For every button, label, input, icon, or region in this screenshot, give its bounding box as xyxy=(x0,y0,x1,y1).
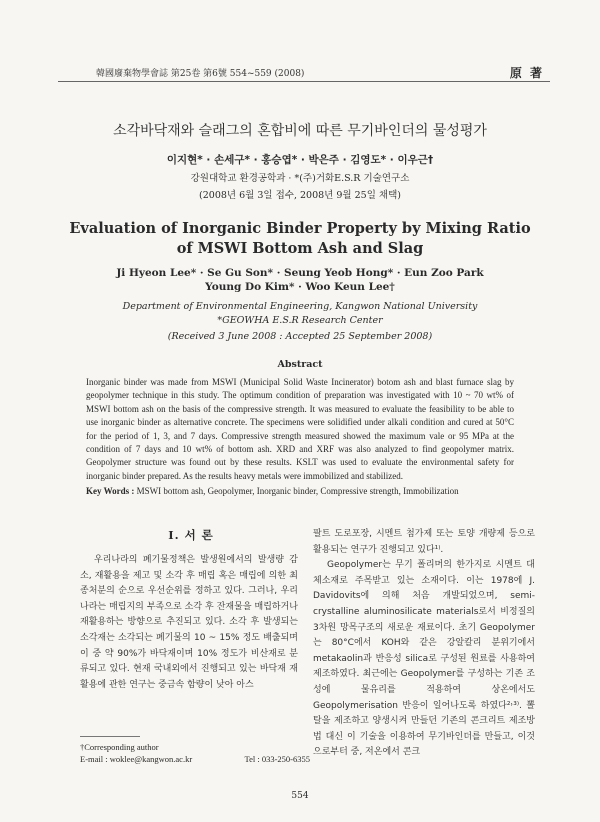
english-dates: (Received 3 June 2008 : Accepted 25 September 2008) xyxy=(167,331,433,342)
right-paragraph-0: 팔트 도로포장, 시멘트 첨가제 또는 토양 개량제 등으로 활용되는 연구가 진행되고 있다¹⁾. xyxy=(313,529,535,555)
english-authors xyxy=(0,266,600,294)
english-title xyxy=(0,219,600,259)
english-authors-line1: Ji Hyeon Lee* · Se Gu Son* · Seung Yeob Hong* · Eun Zoo Park xyxy=(116,267,484,279)
keywords-label: Key Words : xyxy=(86,486,135,496)
korean-dates: (2008년 6월 3일 접수, 2008년 9월 25일 채택) xyxy=(199,190,401,201)
english-affiliation-line1: Department of Environmental Engineering, Kangwon National University xyxy=(122,301,478,312)
right-paragraph-1: Geopolymer는 무기 폴리머의 한가지로 시멘트 대체소재로 주목받고 있는 소재이다. 이는 1978에 J. Davidovits에 의해 처음 개발되었으며, semi-crystalline aluminosilicate materials로서 비정질의 3차원 망목구조의 새로운 재료이다. 초기 Geopolymer는 80°C에서 KOH와 같은 강알칼리 분위기에서 metakaolin과 반응성 silica로 구성된 원료를 사용하여 제조하였다. 최근에는 Geopolymer를 구성하는 기존 조성에 물유리를 적용하여 상온에서도 Geopolymerisation 반응이 일어나도록 하였다²˒³⁾. 뽈탈을 제조하고 양생시켜 만들던 기존의 콘크리트 제조방법 대신 이 기술을 이용하여 무기바인더를 만들고, 이것으로부터 중, 저온에서 콘크 xyxy=(313,560,535,758)
english-affiliation xyxy=(0,300,600,328)
english-title-line1: Evaluation of Inorganic Binder Property by Mixing Ratio xyxy=(69,220,531,237)
abstract-heading: Abstract xyxy=(277,359,323,370)
footnote-rule xyxy=(80,736,140,737)
header-rule xyxy=(58,81,550,82)
page-number: 554 xyxy=(291,791,309,801)
footnote-contact-row xyxy=(80,753,310,765)
section-title-introduction: I. 서 론 xyxy=(168,528,214,542)
keywords-text: MSWI bottom ash, Geopolymer, Inorganic binder, Compressive strength, Immobilization xyxy=(136,486,459,496)
left-paragraph-1: 우리나라의 폐기물정책은 발생원에서의 발생량 감소, 재활용을 제고 및 소각 후 매립 혹은 매립에 의한 최종처분의 순으로 우선순위를 정하고 있다. 그러나, 우리나라는 매립지의 부족으로 소각 후 잔재물을 매립하거나 재활용하는 방향으로 추진되고 있다. 소각 후 발생되는 소각재는 소각되는 폐기물의 10 ~ 15% 정도 배출되며 이 중 약 90%가 바닥재이며 10% 정도가 비산재로 분류되고 있다. 현재 국내외에서 진행되고 있는 바닥재 재활용에 관한 연구는 중금속 함량이 낮아 아스 xyxy=(80,555,298,690)
english-affiliation-line2: *GEOWHA E.S.R Research Center xyxy=(217,315,383,326)
body-left-column xyxy=(80,553,298,693)
footnote-corresponding: †Corresponding author xyxy=(80,742,159,752)
english-authors-line2: Young Do Kim* · Woo Keun Lee† xyxy=(205,281,395,293)
korean-authors: 이지현* · 손세구* · 홍승엽* · 박은주 · 김영도* · 이우근† xyxy=(166,154,434,166)
korean-affiliation: 강원대학교 환경공학과 · *(주)거화E.S.R 기술연구소 xyxy=(190,173,410,184)
article-type-label: 原 著 xyxy=(509,66,544,80)
korean-title: 소각바닥재와 슬래그의 혼합비에 따른 무기바인더의 물성평가 xyxy=(113,123,487,139)
footnote-tel: Tel : 033-250-6355 xyxy=(244,754,310,764)
abstract-text: Inorganic binder was made from MSWI (Municipal Solid Waste Incinerator) botom ash and blast furnace slag by geopolymer technique in this study. The optimum condition of preparation was investigated with 10 ~ 70 wt% of MSWI bottom ash on the basis of the compressive strength. It was measured to evaluate the feasibility to be able to use inorganic binder as alternative concrete. The specimens were solidified under alkali condition and cured at 50°C for the period of 1, 3, and 7 days. Compressive strength measured showed the maximum vale or 95 MPa at the condition of 7 days and 10 wt% of bottom ash. XRD and XRF was also analyzed to find geopolymer matrix. Geopolymer structure was found out by these results. KSLT was used to evaluate the environmental safety for inorganic binder prepared. As the results heavy metals were immobilized and stabilized. xyxy=(86,377,514,481)
english-title-line2: of MSWI Bottom Ash and Slag xyxy=(176,240,424,257)
body-right-column xyxy=(313,527,535,761)
keywords xyxy=(86,486,526,496)
footnote-email: E-mail : woklee@kangwon.ac.kr xyxy=(80,754,193,764)
footnote xyxy=(80,741,310,765)
journal-citation: 韓國廢棄物學會誌 第25卷 第6號 554~559 (2008) xyxy=(96,69,305,79)
